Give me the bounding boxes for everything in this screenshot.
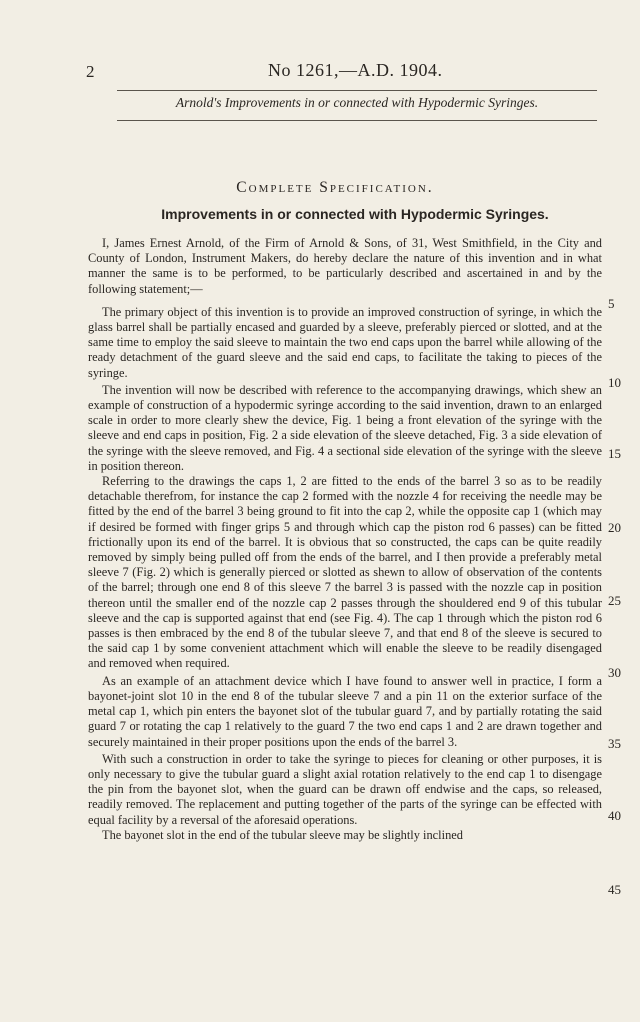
line-number: 35: [608, 736, 621, 751]
paragraph: Referring to the drawings the caps 1, 2 are fitted to the ends of the barrel 3 so as to be readily detachable therefrom, for instance the cap 2 formed with the nozzle 4 for receiving the needle may be fitted by the end of the barrel 3 being ground to fit into the cap 2, while the opposite cap 1 (which may if desired be formed with finger grips 5 and through which cap the piston rod 6 passes) can be fitted frictionally upon its end of the barrel. It is obvious that so constructed, the caps can be quite readily removed by simply being pulled off from the ends of the barrel, and I then provide a preferably metal sleeve 7 (Fig. 2) which is generally pierced or slotted as shewn to allow of observation of the contents of the barrel; through one end 8 of this sleeve 7 the barrel 3 is passed with the nozzle cap in position thereon until the smaller end of the nozzle cap 2 passes through the shouldered end 9 of this tubular sleeve and the cap is supported against that end (see Fig. 4). The cap 1 through which the piston rod 6 passes is then embraced by the end 8 of the tubular sleeve 7, and that end 8 of the sleeve is secured to the said cap 1 by some convenient attachment which will enable the sleeve to be readily disengaged and removed when required.: [88, 474, 602, 671]
line-number: 25: [608, 593, 621, 608]
page-number: 2: [86, 62, 95, 81]
paragraph: With such a construction in order to take the syringe to pieces for cleaning or other purposes, it is only necessary to give the tubular guard a slight axial rotation relatively to the end cap 1 to disengage the pin from the bayonet slot, when the guard can be drawn off endwise and the caps, so released, readily removed. The replacement and putting together of the parts of the syringe can be effected with equal facility by a reversal of the aforesaid operations.: [88, 751, 602, 827]
line-number: 20: [608, 520, 621, 535]
invention-title: Improvements in or connected with Hypodermic Syringes.: [161, 206, 549, 222]
paragraph: The bayonet slot in the end of the tubular sleeve may be slightly inclined: [102, 827, 463, 842]
header-rule-top: [117, 90, 597, 91]
paragraph: The invention will now be described with reference to the accompanying drawings, which shew an example of construction of a hypodermic syringe according to the said invention, drawn to an enlarged scale in order to more clearly shew the device, Fig. 1 being a front elevation of the syringe with the sleeve and end caps in position, Fig. 2 a side elevation of the sleeve detached, Fig. 3 a side elevation of the syringe with the sleeve removed, and Fig. 4 a sectional side elevation of the syringe with the sleeve in position thereon.: [88, 382, 602, 473]
body-text: [88, 236, 602, 843]
patent-number: No 1261,—A.D. 1904.: [268, 60, 443, 80]
line-number: 40: [608, 808, 621, 823]
line-number: 5: [608, 296, 615, 311]
paragraph: The primary object of this invention is to provide an improved construction of syringe, in which the glass barrel shall be partially encased and guarded by a sleeve, preferably pierced or slotted, and at the same time to employ the said sleeve to maintain the two end caps upon the barrel while allowing of the ready detachment of the guard sleeve and the said end caps, to facilitate the taking to pieces of the syringe.: [88, 304, 602, 380]
paragraph: As an example of an attachment device which I have found to answer well in practice, I form a bayonet-joint slot 10 in the end 8 of the tubular sleeve 7 and a pin 11 on the exterior surface of the metal cap 1, which pin enters the bayonet slot of the tubular guard 7, and by partially rotating the said guard 7 or rotating the cap 1 relatively to the guard 7 the two end caps 1 and 2 are drawn together and securely maintained in their proper positions upon the ends of the barrel 3.: [88, 673, 602, 749]
line-number: 15: [608, 446, 621, 461]
line-number: 10: [608, 375, 621, 390]
specification-heading: Complete Specification.: [236, 179, 434, 196]
line-number: 30: [608, 665, 621, 680]
paragraph: I, James Ernest Arnold, of the Firm of Arnold & Sons, of 31, West Smithfield, in the City and County of London, Instrument Makers, do hereby declare the nature of this invention and in what manner the same is to be performed, to be particularly described and ascertained in and by the following statement;—: [88, 236, 602, 296]
header-rule-bottom: [117, 120, 597, 121]
running-title: Arnold's Improvements in or connected with Hypodermic Syringes.: [175, 95, 539, 110]
line-number: 45: [608, 882, 621, 897]
